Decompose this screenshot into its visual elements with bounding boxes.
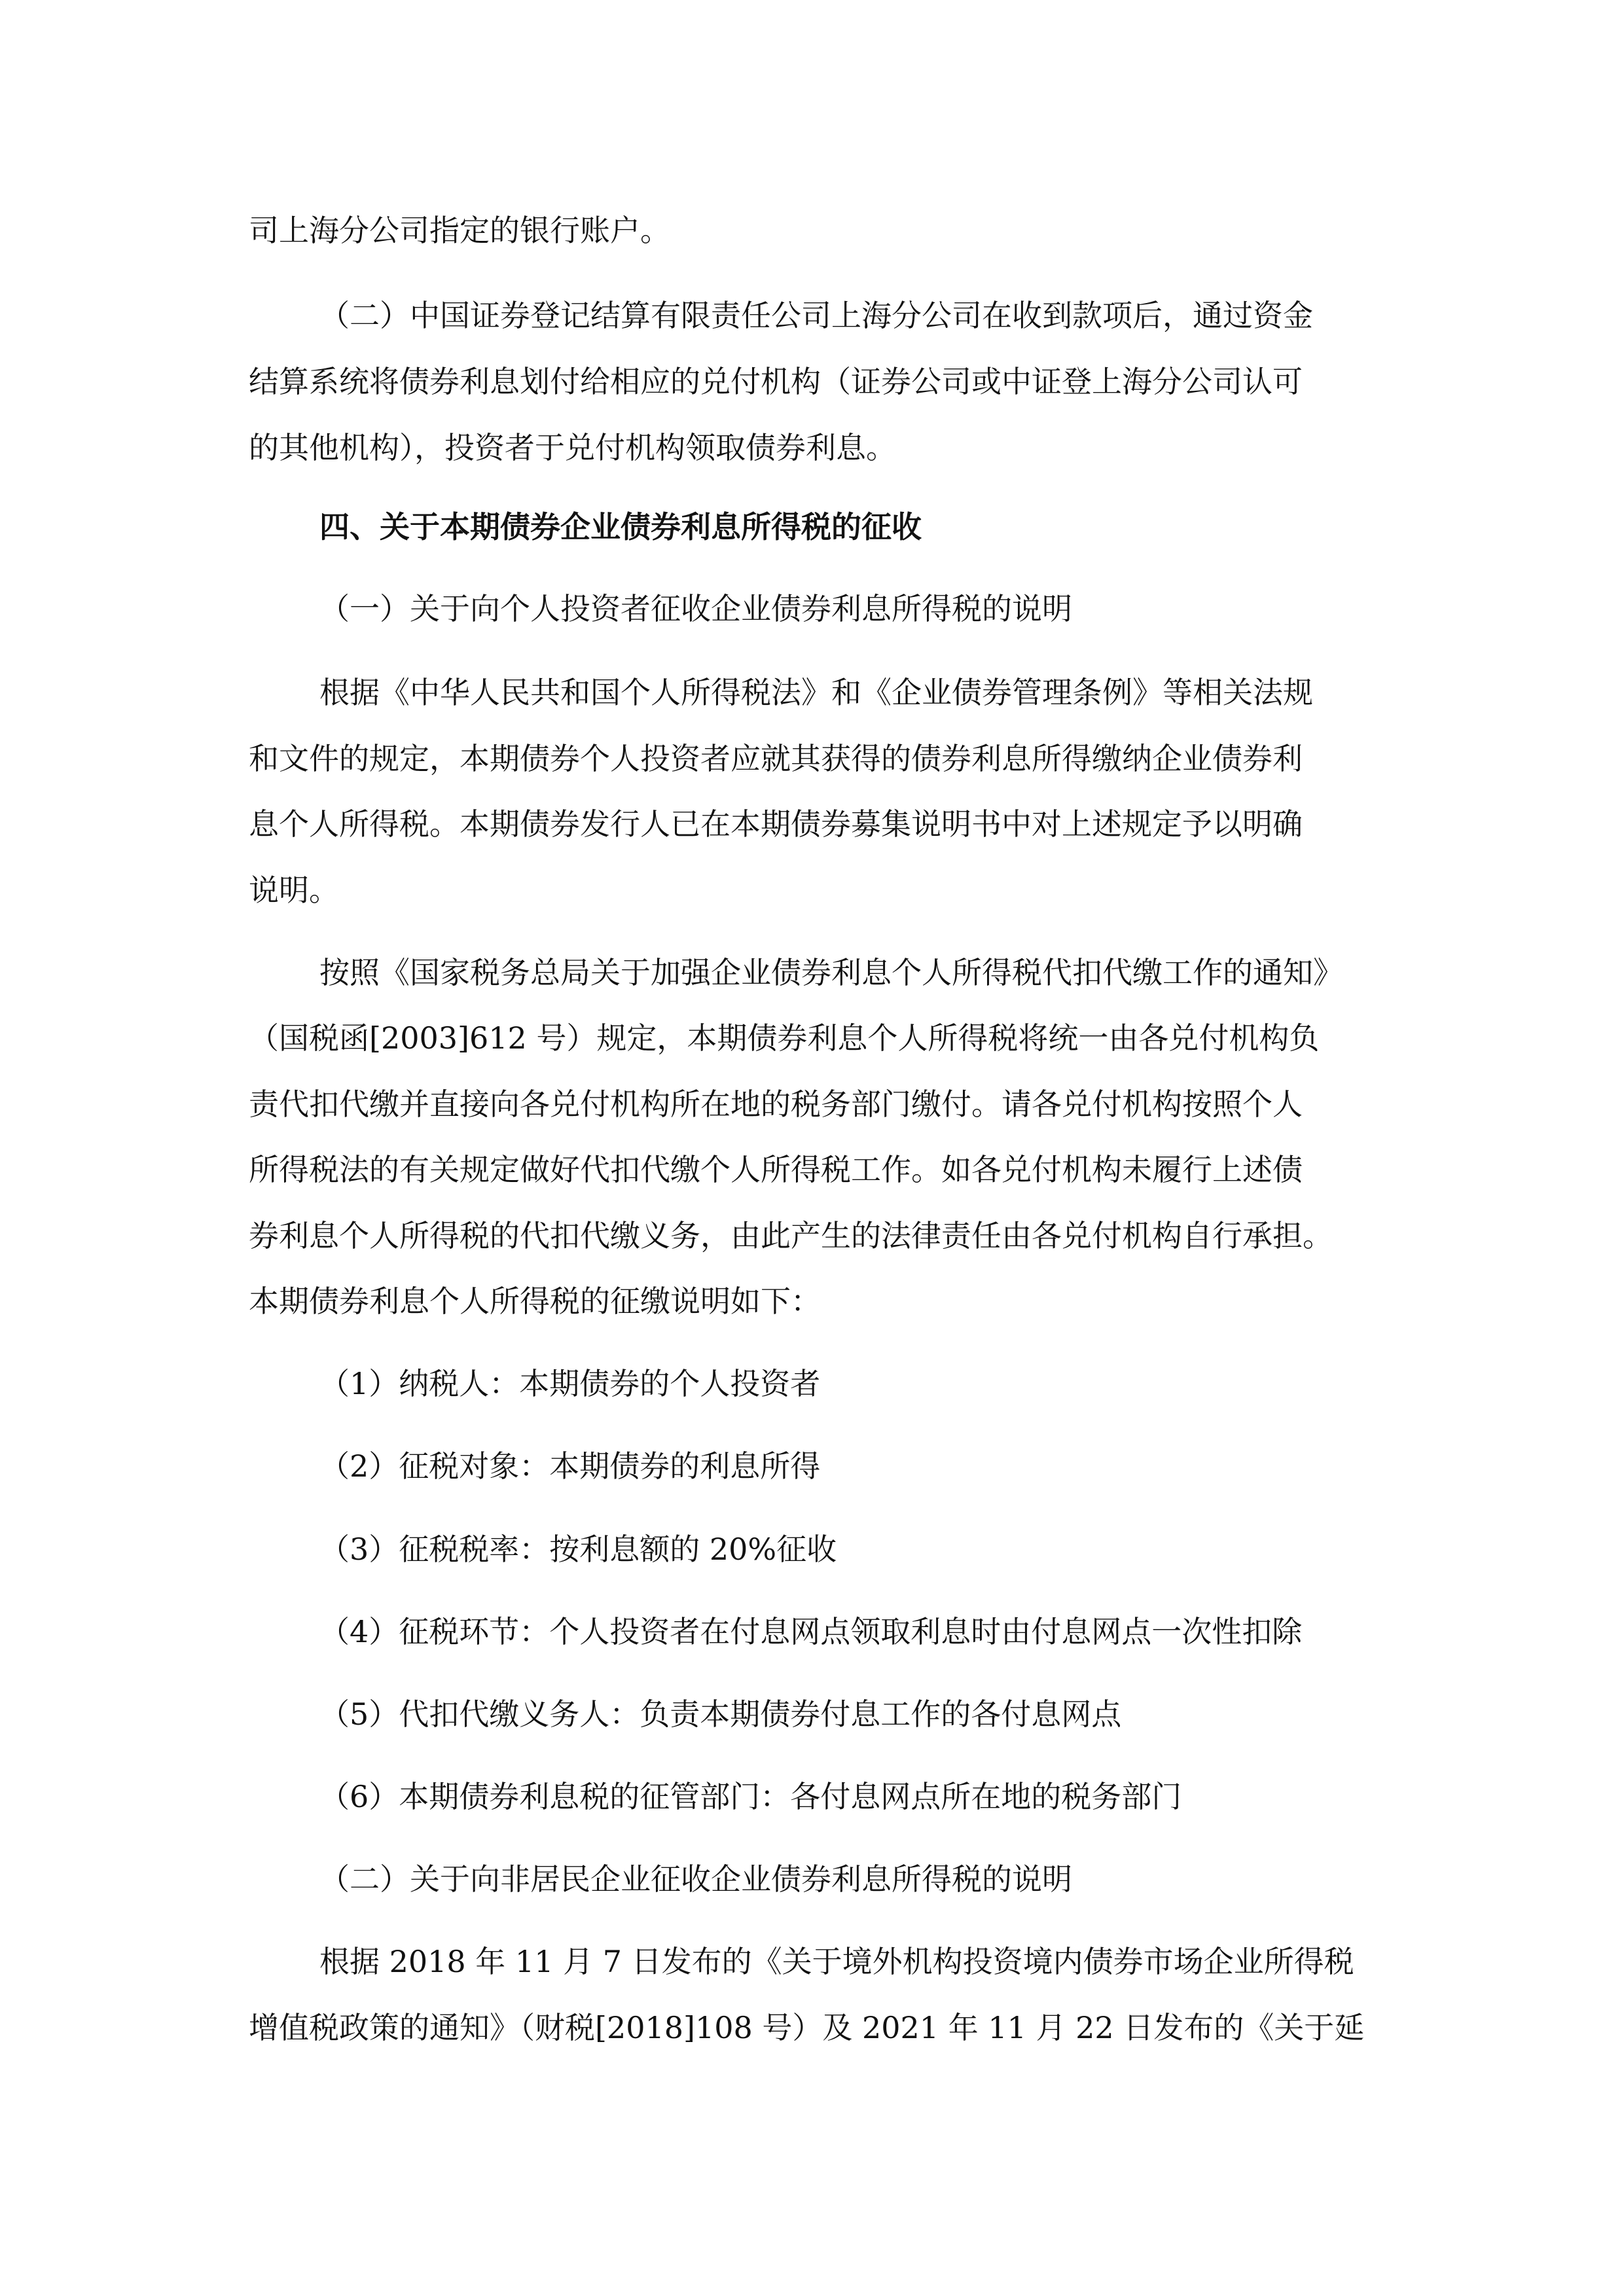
text-line-12: （国税函[2003]612 号）规定，本期债券利息个人所得税将统一由各兑付机构负 <box>249 1020 1320 1056</box>
text-line-2: （二）中国证券登记结算有限责任公司上海分公司在收到款项后，通过资金 <box>319 298 1313 333</box>
subsection-heading-2: （二）关于向非居民企业征收企业债券利息所得税的说明 <box>319 1861 1072 1897</box>
text-line-10: 说明。 <box>249 872 339 908</box>
text-line-16: 本期债券利息个人所得税的征缴说明如下： <box>249 1283 821 1319</box>
list-item-3: （3）征税税率：按利息额的 20%征收 <box>319 1532 837 1567</box>
text-line-24: 根据 2018 年 11 月 7 日发布的《关于境外机构投资境内债券市场企业所得税 <box>319 1944 1354 1979</box>
text-line-1: 司上海分公司指定的银行账户。 <box>249 213 670 248</box>
text-line-8: 和文件的规定，本期债券个人投资者应就其获得的债券利息所得缴纳企业债券利 <box>249 741 1303 776</box>
list-item-1: （1）纳税人：本期债券的个人投资者 <box>319 1366 821 1401</box>
text-line-25: 增值税政策的通知》（财税[2018]108 号）及 2021 年 11 月 22 日发布的《关于延 <box>249 2010 1365 2045</box>
text-line-3: 结算系统将债券利息划付给相应的兑付机构（证券公司或中证登上海分公司认可 <box>249 364 1303 399</box>
subsection-heading-1: （一）关于向个人投资者征收企业债券利息所得税的说明 <box>319 591 1072 626</box>
list-item-4: （4）征税环节：个人投资者在付息网点领取利息时由付息网点一次性扣除 <box>319 1614 1303 1649</box>
text-line-13: 责代扣代缴并直接向各兑付机构所在地的税务部门缴付。请各兑付机构按照个人 <box>249 1086 1303 1122</box>
list-item-6: （6）本期债券利息税的征管部门：各付息网点所在地的税务部门 <box>319 1779 1182 1814</box>
list-item-5: （5）代扣代缴义务人：负责本期债券付息工作的各付息网点 <box>319 1696 1122 1732</box>
list-item-2: （2）征税对象：本期债券的利息所得 <box>319 1448 821 1484</box>
section-heading: 四、关于本期债券企业债券利息所得税的征收 <box>319 509 922 545</box>
text-line-11: 按照《国家税务总局关于加强企业债券利息个人所得税代扣代缴工作的通知》 <box>319 955 1343 990</box>
text-line-7: 根据《中华人民共和国个人所得税法》和《企业债券管理条例》等相关法规 <box>319 675 1313 710</box>
text-line-9: 息个人所得税。本期债券发行人已在本期债券募集说明书中对上述规定予以明确 <box>249 806 1303 842</box>
text-line-4: 的其他机构），投资者于兑付机构领取债券利息。 <box>249 430 896 465</box>
text-line-14: 所得税法的有关规定做好代扣代缴个人所得税工作。如各兑付机构未履行上述债 <box>249 1152 1303 1187</box>
text-line-15: 券利息个人所得税的代扣代缴义务，由此产生的法律责任由各兑付机构自行承担。 <box>249 1218 1333 1253</box>
